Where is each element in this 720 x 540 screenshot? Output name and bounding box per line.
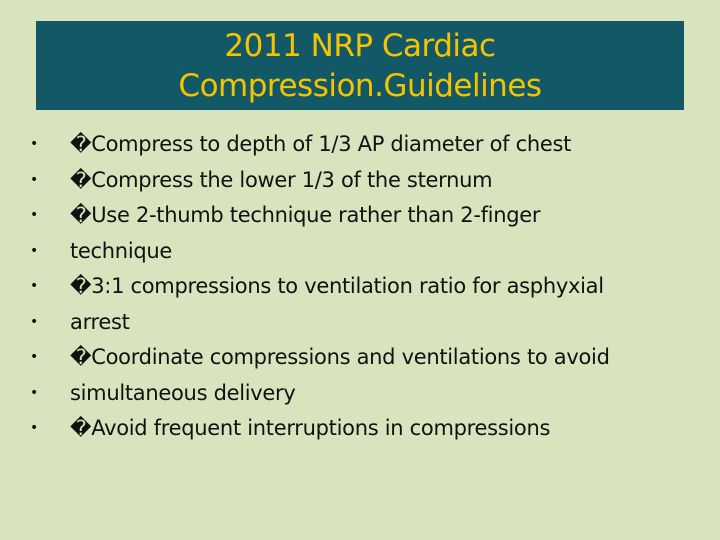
bullet-text: technique: [70, 238, 173, 263]
bullet-dot-icon: •: [30, 171, 38, 188]
slide-title-line-2: Compression.Guidelines: [178, 67, 542, 104]
bullet-dot-icon: •: [30, 242, 38, 259]
placeholder-glyph: �: [70, 274, 92, 298]
bullet-item: [30, 376, 700, 412]
bullet-text: Coordinate compressions and ventilations to avoid: [91, 345, 610, 369]
bullet-dot-icon: •: [30, 420, 38, 436]
bullet-dot-icon: •: [30, 384, 38, 401]
bullet-text: simultaneous delivery: [70, 380, 296, 405]
bullet-item: [30, 269, 700, 305]
bullet-text: 3:1 compressions to ventilation ratio for asphyxial: [91, 274, 604, 298]
bullet-item: [30, 340, 700, 376]
bullet-item: [30, 127, 700, 163]
placeholder-glyph: �: [70, 416, 92, 440]
bullet-item: [30, 163, 700, 199]
bullet-item: [30, 234, 700, 270]
placeholder-glyph: �: [70, 345, 92, 369]
placeholder-glyph: �: [70, 167, 92, 192]
bullet-text: arrest: [70, 309, 130, 334]
bullet-text: Avoid frequent interruptions in compressions: [91, 416, 551, 440]
bullet-item: [30, 198, 700, 234]
bullet-dot-icon: •: [30, 349, 38, 365]
bullet-list: [30, 127, 700, 447]
bullet-dot-icon: •: [30, 136, 38, 152]
bullet-item: [30, 305, 700, 341]
bullet-dot-icon: •: [30, 207, 38, 223]
placeholder-glyph: �: [70, 132, 92, 156]
placeholder-glyph: �: [70, 203, 92, 227]
bullet-text: Compress to depth of 1/3 AP diameter of chest: [91, 132, 572, 156]
bullet-item: [30, 411, 700, 447]
bullet-text: Use 2-thumb technique rather than 2-finger: [91, 203, 541, 227]
bullet-text: Compress the lower 1/3 of the sternum: [91, 167, 493, 192]
title-banner: [36, 21, 684, 110]
bullet-dot-icon: •: [30, 278, 38, 294]
slide-title-line-1: 2011 NRP Cardiac: [224, 27, 496, 64]
bullet-dot-icon: •: [30, 313, 38, 330]
